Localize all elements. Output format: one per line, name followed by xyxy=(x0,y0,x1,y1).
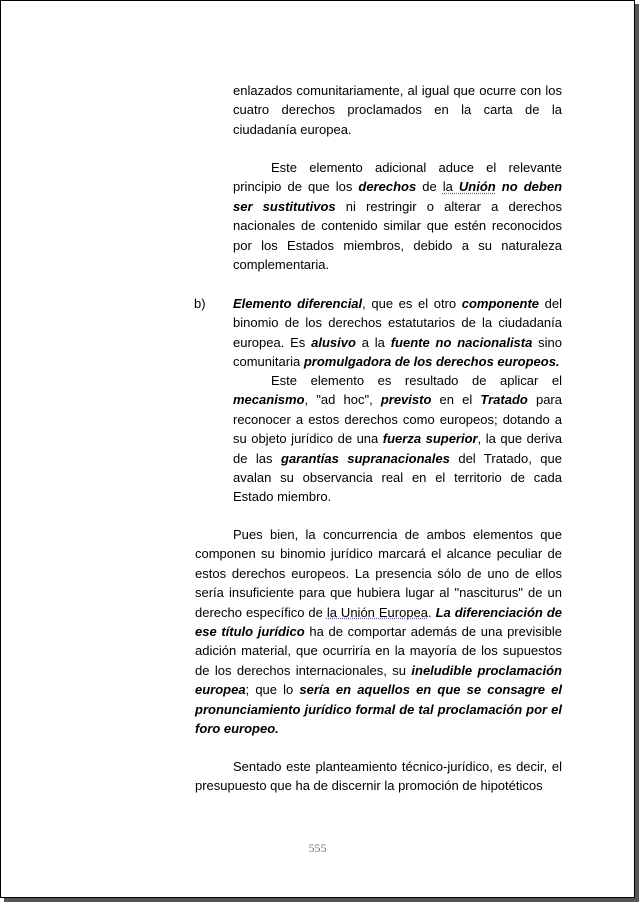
text-run: ha de comportar además de una previsible adición material, que ocurriría en la mayoría de los supuestos de los derechos internacionales, su xyxy=(195,624,562,678)
paragraph-concurrence xyxy=(195,525,562,738)
underlined-text: la xyxy=(442,179,459,195)
emphasis-text: fuerza superior xyxy=(382,431,478,447)
page-number: 555 xyxy=(308,841,327,855)
text-run: del Tratado, que avalan su observancia real en el territorio de cada Estado miembro. xyxy=(233,450,562,505)
emphasis-text: previsto xyxy=(380,392,432,408)
emphasis-text: La diferenciación de ese título jurídico xyxy=(195,604,562,640)
text-run: Pues bien, la concurrencia de ambos elementos que componen su binomio jurídico marcará el alcance peculiar de estos derechos europeos. La presencia sólo de uno de ellos sería insuficiente para que hubiera lugar al "nasciturus" de un derecho específico de xyxy=(195,527,562,620)
paragraph-conclusion: Sentado este planteamiento técnico-jurídico, es decir, el presupuesto que ha de discernir la promoción de hipotéticos xyxy=(195,759,562,794)
emphasis-text: fuente no nacionalista xyxy=(390,334,533,350)
emphasis-text: Elemento diferencial xyxy=(233,296,363,311)
paragraph-continuation: enlazados comunitariamente, al igual que ocurre con los cuatro derechos proclamados en la carta de la ciudadanía europea. xyxy=(233,83,562,137)
list-item-b-text xyxy=(233,294,562,372)
emphasis-text: promulgadora de los derechos europeos. xyxy=(303,354,560,370)
emphasis-text: Tratado xyxy=(480,392,528,408)
text-run: a la xyxy=(355,334,391,350)
text-run: del binomio de los derechos estatutarios de la ciudadanía europea. Es xyxy=(233,296,562,350)
text-run: ; que lo xyxy=(245,682,300,698)
emphasis-text: derechos xyxy=(358,179,417,195)
text-run: Este elemento adicional aduce el relevante principio de que los xyxy=(233,160,562,195)
emphasis-text: Unión xyxy=(458,179,496,195)
text-run: , la que deriva de las xyxy=(233,431,562,466)
emphasis-text: alusivo xyxy=(311,334,356,350)
text-run: sino comunitaria xyxy=(233,334,563,370)
text-run: en el xyxy=(431,392,481,408)
text-run: Este elemento es resultado de aplicar el xyxy=(271,373,562,388)
paragraph-additional-element xyxy=(233,158,562,274)
emphasis-text: ineludible proclamación europea xyxy=(195,662,562,698)
text-run: ni restringir o alterar a derechos nacionales de contenido similar que estén reconocidos por los Estados miembros, debido a su naturaleza complementaria. xyxy=(233,198,562,273)
text-run: de xyxy=(416,179,443,195)
underlined-text: la Unión Europea xyxy=(326,604,429,620)
text-run: , "ad hoc", xyxy=(304,392,381,408)
emphasis-text: sería en aquellos en que se consagre el pronunciamiento jurídico formal de tal proclamación por el foro europeo. xyxy=(195,682,562,737)
text-run: , que es el otro xyxy=(362,296,462,311)
text-run: para reconocer a estos derechos como europeos; dotando a su objeto jurídico de una xyxy=(233,392,562,447)
emphasis-text: garantías supranacionales xyxy=(281,450,450,466)
emphasis-text: mecanismo xyxy=(233,392,305,408)
emphasis-text: no deben ser sustitutivos xyxy=(233,179,563,214)
emphasis-text: componente xyxy=(461,296,540,311)
paragraph-mechanism xyxy=(233,371,562,507)
list-label-b: b) xyxy=(194,296,206,311)
text-run: . xyxy=(428,604,436,620)
